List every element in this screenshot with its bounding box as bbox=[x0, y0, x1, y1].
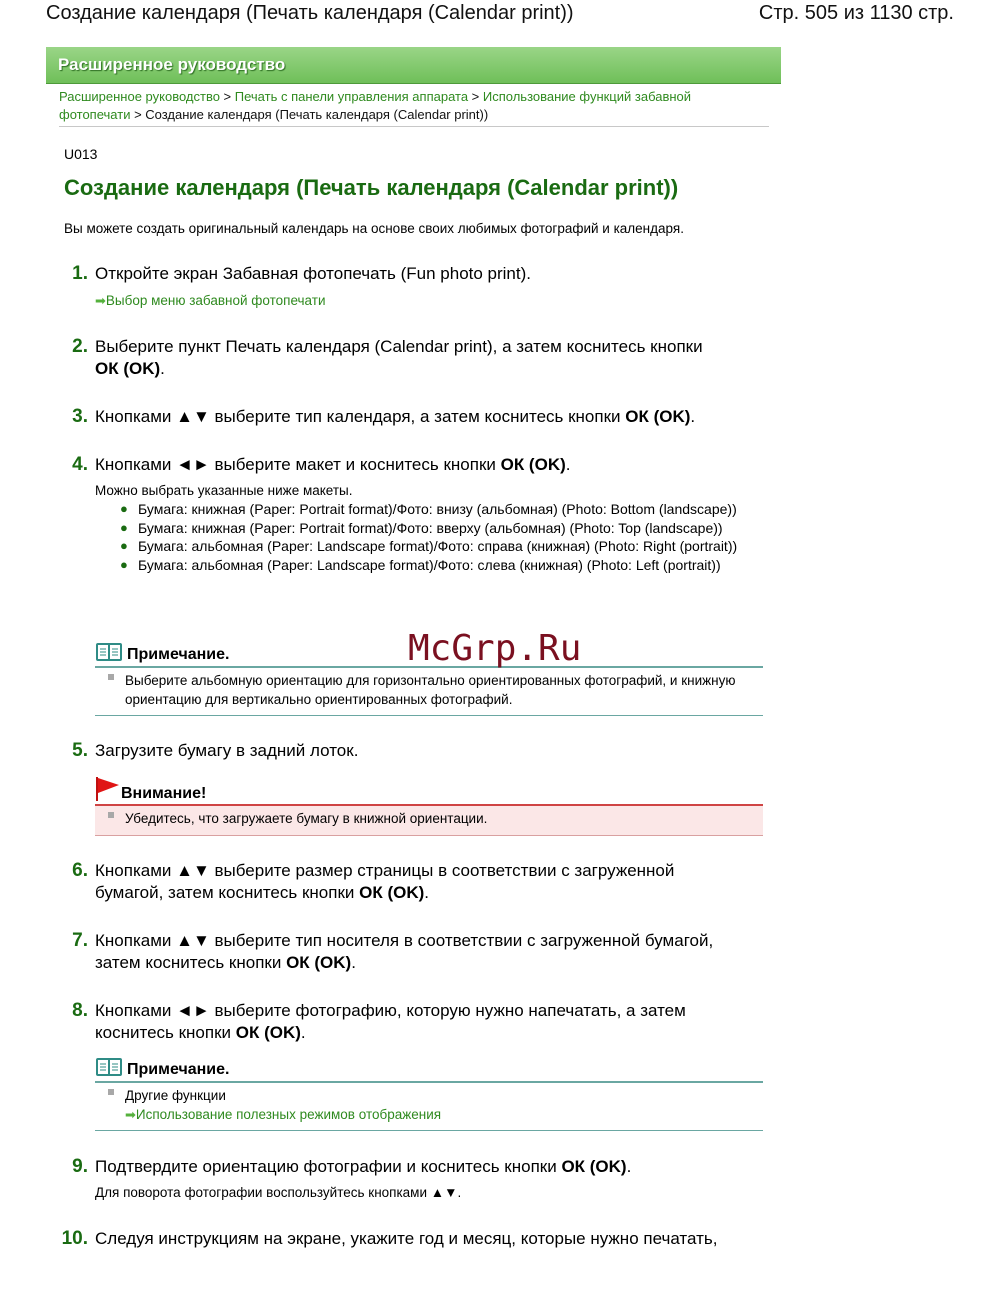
book-icon bbox=[95, 1057, 123, 1077]
ok-button-label: ОК (OK) bbox=[500, 455, 566, 474]
step-text: Следуя инструкциям на экране, укажите год и месяц, которые нужно печатать, bbox=[95, 1229, 718, 1248]
step-text-end: . bbox=[565, 455, 571, 474]
step-number: 1. bbox=[72, 263, 88, 284]
breadcrumb-link-panel-print[interactable]: Печать с панели управления аппарата bbox=[234, 89, 469, 104]
step-1-link[interactable] bbox=[95, 293, 326, 309]
breadcrumb-current: > Создание календаря (Печать календаря (Calendar print)) bbox=[130, 107, 489, 122]
step-text: Кнопками ▲▼ выберите тип носителя в соответствии с загруженной бумагой, затем коснитесь кнопки bbox=[95, 931, 714, 972]
bullet-icon: ● bbox=[120, 556, 128, 572]
breadcrumb bbox=[59, 88, 759, 124]
ok-button-label: ОК (OK) bbox=[286, 953, 352, 972]
banner-title: Расширенное руководство bbox=[58, 55, 286, 74]
square-bullet-icon bbox=[108, 1089, 114, 1095]
step-8 bbox=[60, 1000, 750, 1044]
book-icon bbox=[95, 642, 123, 662]
step-text-end: . bbox=[351, 953, 356, 972]
watermark: McGrp.Ru bbox=[408, 628, 582, 669]
document-title: Создание календаря (Печать календаря (Calendar print)) bbox=[46, 2, 574, 24]
warning-text: Убедитесь, что загружаете бумагу в книжной ориентации. bbox=[125, 811, 488, 826]
step-number: 4. bbox=[72, 454, 88, 475]
fun-print-menu-link[interactable]: Выбор меню забавной фотопечати bbox=[105, 293, 326, 308]
note-text: Другие функции bbox=[125, 1088, 226, 1103]
list-item-text: Бумага: книжная (Paper: Portrait format)/Фото: внизу (альбомная) (Photo: Bottom (landscape)) bbox=[138, 501, 737, 517]
step-6 bbox=[60, 860, 750, 904]
display-modes-link[interactable]: Использование полезных режимов отображения bbox=[135, 1106, 442, 1122]
step-text: Загрузите бумагу в задний лоток. bbox=[95, 741, 359, 760]
ok-button-label: ОК (OK) bbox=[561, 1157, 627, 1176]
bullet-icon: ● bbox=[120, 538, 128, 553]
section-banner bbox=[46, 47, 781, 84]
breadcrumb-link-fun-print[interactable]: Использование функций забавной bbox=[482, 89, 692, 104]
page-title: Создание календаря (Печать календаря (Calendar print)) bbox=[64, 175, 679, 200]
page-counter: Стр. 505 из 1130 стр. bbox=[758, 2, 954, 24]
note-divider bbox=[95, 1130, 763, 1131]
ok-button-label: ОК (OK) bbox=[625, 407, 691, 426]
arrow-right-icon: ➡ bbox=[95, 293, 106, 308]
note-divider bbox=[95, 715, 763, 716]
note-title: Примечание. bbox=[127, 1061, 230, 1078]
warning-box bbox=[95, 776, 763, 836]
breadcrumb-divider bbox=[59, 126, 769, 127]
warning-title: Внимание! bbox=[121, 785, 207, 802]
breadcrumb-separator: > bbox=[468, 89, 483, 104]
step-2 bbox=[60, 336, 750, 380]
step-text: Выберите пункт Печать календаря (Calendar print), а затем коснитесь кнопки bbox=[95, 337, 703, 356]
step-text: Откройте экран Забавная фотопечать (Fun photo print). bbox=[95, 264, 531, 283]
step-text-end: . bbox=[626, 1157, 632, 1176]
step-number: 10. bbox=[61, 1228, 88, 1249]
breadcrumb-link-guide[interactable]: Расширенное руководство bbox=[59, 89, 220, 104]
step-number: 7. bbox=[72, 930, 88, 951]
step-number: 3. bbox=[72, 406, 88, 427]
intro-text: Вы можете создать оригинальный календарь на основе своих любимых фотографий и календаря. bbox=[64, 221, 684, 236]
step-7 bbox=[60, 930, 750, 974]
step-number: 9. bbox=[72, 1156, 88, 1177]
step-text-end: . bbox=[160, 359, 165, 378]
list-item-text: Бумага: альбомная (Paper: Landscape format)/Фото: справа (книжная) (Photo: Right (portrait)) bbox=[138, 538, 738, 554]
step-text: Кнопками ▲▼ выберите тип календаря, а затем коснитесь кнопки bbox=[95, 407, 626, 426]
step-4 bbox=[60, 454, 750, 476]
step-text-end: . bbox=[690, 407, 696, 426]
step-10 bbox=[60, 1228, 750, 1250]
list-item-text: Бумага: альбомная (Paper: Landscape format)/Фото: слева (книжная) (Photo: Left (portrait)) bbox=[138, 556, 721, 573]
square-bullet-icon bbox=[108, 812, 114, 818]
note-text: Выберите альбомную ориентацию для горизонтально ориентированных фотографий, и книжную ориентацию для вертикально ориентированных фотографий. bbox=[125, 673, 736, 707]
bullet-icon: ● bbox=[120, 501, 128, 516]
step-9-subtext: Для поворота фотографии воспользуйтесь кнопками ▲▼. bbox=[95, 1185, 462, 1200]
step-3 bbox=[60, 406, 750, 428]
step-text: Кнопками ◄► выберите макет и коснитесь кнопки bbox=[95, 455, 501, 474]
layout-list bbox=[120, 500, 770, 574]
list-item bbox=[120, 500, 770, 519]
note-title: Примечание. bbox=[127, 646, 230, 663]
note-box bbox=[95, 1057, 763, 1131]
step-text-end: . bbox=[424, 883, 430, 902]
ok-button-label: ОК (OK) bbox=[359, 883, 425, 902]
ok-button-label: ОК (OK) bbox=[95, 359, 161, 378]
step-text: Кнопками ◄► выберите фотографию, которую нужно напечатать, а затем коснитесь кнопки bbox=[95, 1001, 686, 1042]
note-link-row[interactable] bbox=[125, 1106, 763, 1125]
list-item bbox=[120, 556, 770, 575]
step-number: 8. bbox=[72, 1000, 88, 1021]
step-5 bbox=[60, 740, 750, 762]
step-9 bbox=[60, 1156, 750, 1178]
arrow-right-icon: ➡ bbox=[125, 1106, 136, 1122]
ok-button-label: ОК (OK) bbox=[235, 1023, 301, 1042]
step-number: 2. bbox=[72, 336, 88, 357]
flag-icon bbox=[95, 776, 121, 802]
step-number: 5. bbox=[72, 740, 88, 761]
step-text-end: . bbox=[300, 1023, 306, 1042]
breadcrumb-separator: > bbox=[219, 89, 235, 104]
step-text: Кнопками ▲▼ выберите размер страницы в соответствии с загруженной бумагой, затем коснитесь кнопки bbox=[95, 861, 675, 902]
breadcrumb-link-fun-print-cont[interactable]: фотопечати bbox=[59, 107, 131, 122]
step-1 bbox=[60, 263, 750, 285]
step-text: Подтвердите ориентацию фотографии и коснитесь кнопки bbox=[95, 1157, 562, 1176]
step-number: 6. bbox=[72, 860, 88, 881]
step-4-subtext: Можно выбрать указанные ниже макеты. bbox=[95, 483, 353, 498]
list-item-text: Бумага: книжная (Paper: Portrait format)/Фото: вверху (альбомная) (Photo: Top (landscape)) bbox=[138, 519, 723, 536]
list-item bbox=[120, 519, 770, 538]
bullet-icon: ● bbox=[120, 519, 128, 535]
square-bullet-icon bbox=[108, 674, 114, 680]
list-item bbox=[120, 537, 770, 556]
doc-code: U013 bbox=[64, 146, 98, 162]
